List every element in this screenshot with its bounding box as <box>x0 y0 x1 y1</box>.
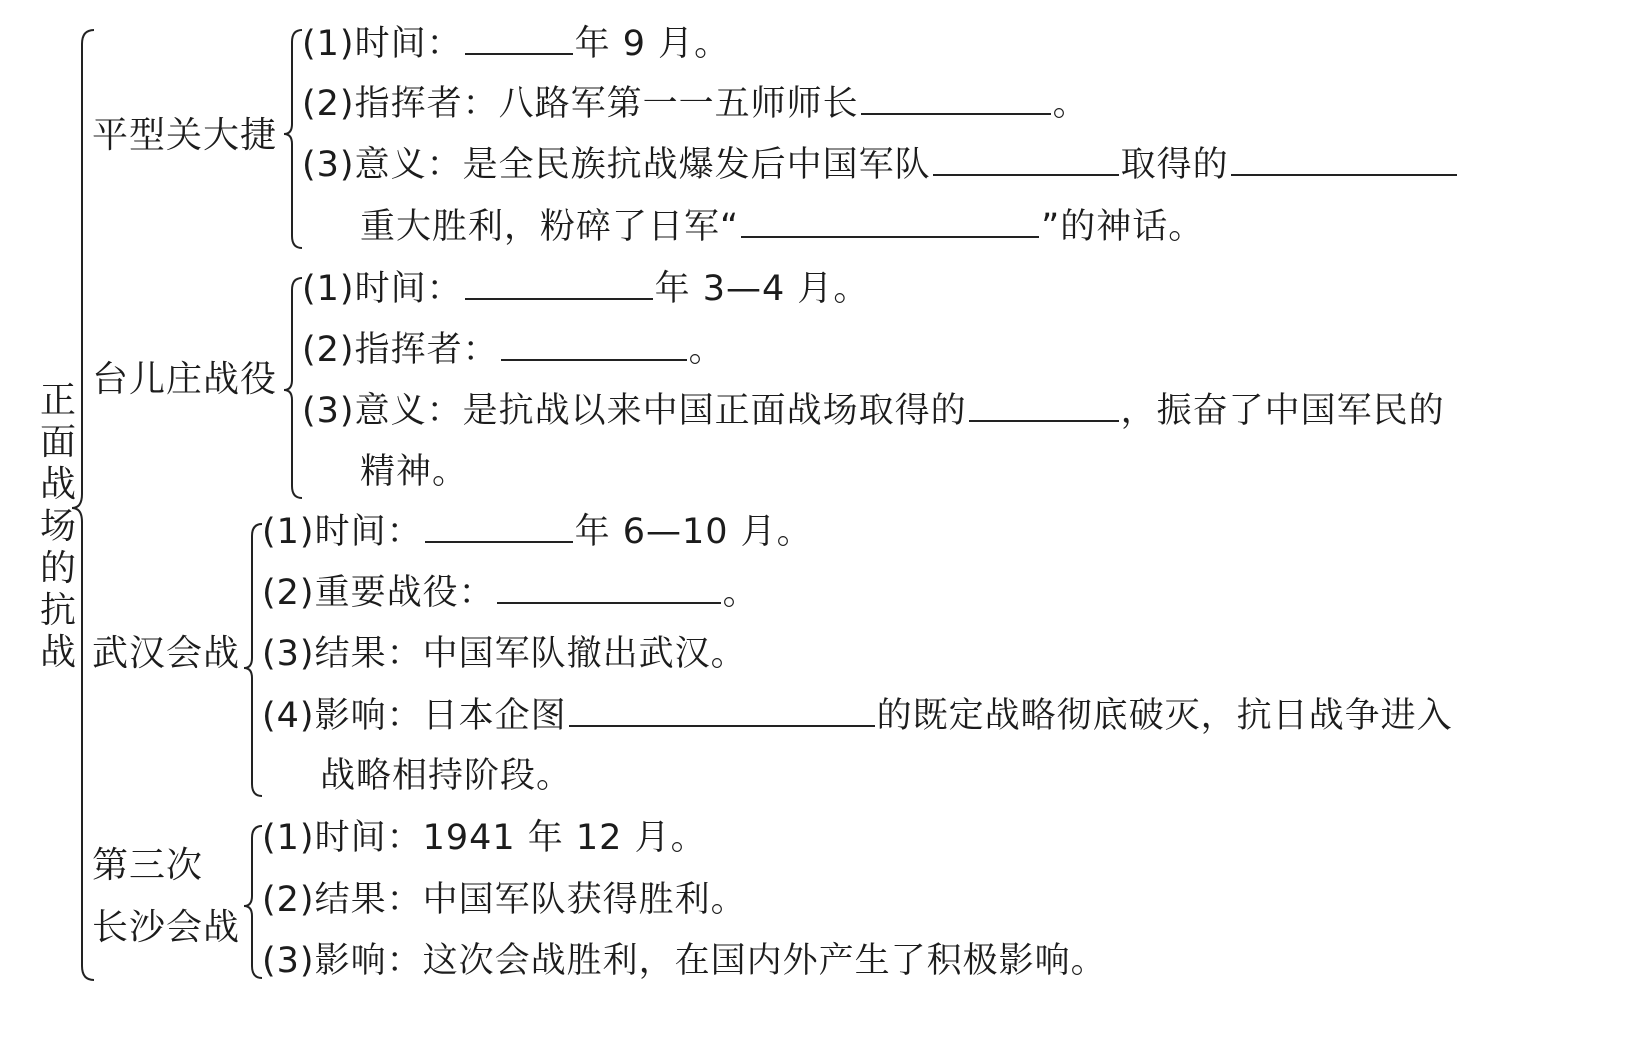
line-tez-commander <box>302 326 725 374</box>
section-label-changsha-1: 第三次 <box>92 845 204 886</box>
answer-blank[interactable] <box>861 83 1051 115</box>
line-wh-result <box>262 630 747 678</box>
line-tez-time <box>302 265 869 313</box>
answer-blank[interactable] <box>933 144 1119 176</box>
line-wh-battle <box>262 569 759 617</box>
line-text: (4)影响：日本企图 <box>262 696 567 736</box>
section-label-changsha-2: 长沙会战 <box>92 907 241 948</box>
line-text: 精神。 <box>360 452 469 492</box>
line-wh-impact-cont <box>320 752 572 800</box>
line-tez-significance <box>302 387 1445 435</box>
line-text: 年 3—4 月。 <box>654 269 870 309</box>
answer-blank[interactable] <box>569 695 875 727</box>
line-text: 取得的 <box>1120 145 1229 185</box>
line-text: (1)时间： <box>262 512 423 552</box>
line-text: (2)重要战役： <box>262 573 495 613</box>
brace-changsha <box>244 826 262 978</box>
line-pxg-time <box>302 20 730 68</box>
line-wh-impact <box>262 692 1453 740</box>
line-text: 年 9 月。 <box>574 24 731 64</box>
answer-blank[interactable] <box>425 511 573 543</box>
line-pxg-significance-cont <box>360 203 1204 251</box>
line-pxg-significance <box>302 141 1459 189</box>
main-title: 正面战场的抗战 <box>39 380 76 673</box>
answer-blank[interactable] <box>741 206 1039 238</box>
line-text: 的既定战略彻底破灭，抗日战争进入 <box>876 696 1453 736</box>
brace-wuhan <box>244 524 262 796</box>
line-text: (1)时间：1941 年 12 月。 <box>262 818 707 858</box>
line-text: 重大胜利，粉碎了日军“ <box>360 207 740 247</box>
answer-blank[interactable] <box>497 572 721 604</box>
brace-taierzhuang <box>284 278 302 498</box>
line-text: (2)指挥者：八路军第一一五师师长 <box>302 84 859 124</box>
line-text: ”的神话。 <box>1041 207 1205 247</box>
line-text: (3)影响：这次会战胜利，在国内外产生了积极影响。 <box>262 941 1107 981</box>
answer-blank[interactable] <box>1231 144 1457 176</box>
line-pxg-commander <box>302 80 1089 128</box>
line-tez-significance-cont <box>360 448 468 496</box>
line-text: (3)意义：是全民族抗战爆发后中国军队 <box>302 145 931 185</box>
section-label-taierzhuang: 台儿庄战役 <box>92 359 278 400</box>
line-text: ，振奋了中国军民的 <box>1120 391 1445 431</box>
line-text: 。 <box>1052 84 1089 124</box>
section-label-wuhan: 武汉会战 <box>92 633 241 674</box>
line-cs-result <box>262 876 747 924</box>
line-text: (2)结果：中国军队获得胜利。 <box>262 880 747 920</box>
line-text: (3)结果：中国军队撤出武汉。 <box>262 634 747 674</box>
brace-pingxingguan <box>284 30 302 248</box>
answer-blank[interactable] <box>465 268 653 300</box>
answer-blank[interactable] <box>465 23 573 55</box>
line-text: (3)意义：是抗战以来中国正面战场取得的 <box>302 391 967 431</box>
line-text: 年 6—10 月。 <box>574 512 813 552</box>
line-text: (1)时间： <box>302 24 463 64</box>
line-text: 。 <box>688 330 725 370</box>
line-cs-time <box>262 814 707 862</box>
line-text: (2)指挥者： <box>302 330 499 370</box>
line-text: (1)时间： <box>302 269 463 309</box>
section-label-pingxingguan: 平型关大捷 <box>92 115 278 156</box>
line-text: 战略相持阶段。 <box>320 756 573 796</box>
line-wh-time <box>262 508 813 556</box>
answer-blank[interactable] <box>969 390 1119 422</box>
line-text: 。 <box>722 573 759 613</box>
line-cs-impact <box>262 937 1107 985</box>
answer-blank[interactable] <box>501 329 687 361</box>
